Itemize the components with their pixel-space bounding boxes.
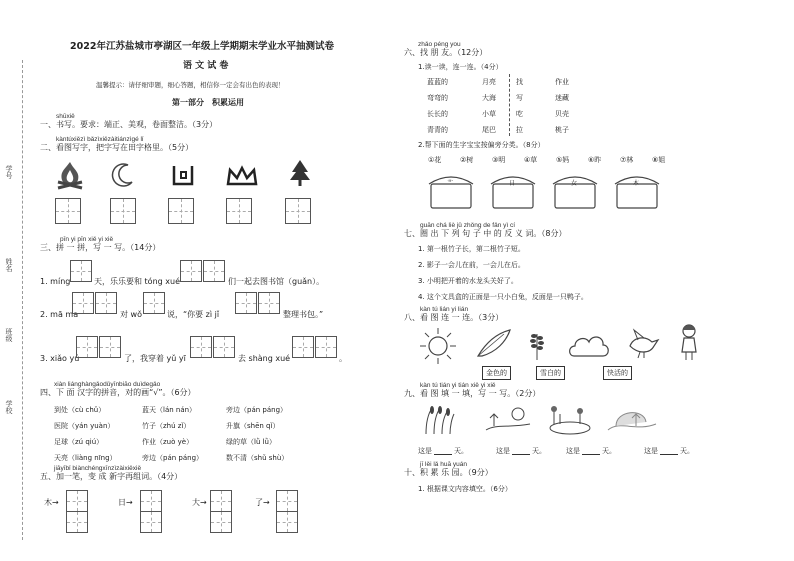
q4-item: 医院（yán yuàn） xyxy=(54,422,115,430)
girl-image xyxy=(676,322,702,362)
q3-line3-d: 。 xyxy=(339,354,347,363)
q5-box[interactable] xyxy=(210,511,232,533)
pond-scene-image xyxy=(546,404,594,436)
q6-char: ⑥昨 xyxy=(588,156,602,164)
q6-char: ⑧姐 xyxy=(652,156,666,164)
q9-pinyin: kàn tú tián yi tián xiě yi xiě xyxy=(420,382,496,389)
q6-mid-word: 大海 xyxy=(482,94,496,102)
q9-blank-text: 这是 xyxy=(418,447,432,455)
side-label-school: 学校 xyxy=(5,400,13,414)
house-radical: 木 xyxy=(633,180,640,187)
q4-item: 天亮（liàng nīng） xyxy=(54,454,117,462)
q10-sub1: 1. 根据课文内容填空。（6分） xyxy=(418,485,512,493)
q4-item: 旁边（pán páng） xyxy=(226,406,288,414)
radical-house[interactable] xyxy=(425,170,477,210)
q5-char: 木→ xyxy=(44,498,59,507)
q3-box[interactable] xyxy=(143,292,165,314)
q4-item: 升旗（shēn qǐ） xyxy=(226,422,280,430)
radical-house[interactable] xyxy=(487,170,539,210)
q7-text: 七、圈 出 下 列 句 子 中 的 反 义 词。（8分） xyxy=(404,229,567,238)
q6-char: ④草 xyxy=(524,156,538,164)
q4-item: 数不清（shǔ shù） xyxy=(226,454,289,462)
subject-title: 语 文 试 卷 xyxy=(183,61,229,71)
q6-left-word: 青青的 xyxy=(427,126,448,134)
moon-image xyxy=(110,162,136,188)
q5-box[interactable] xyxy=(140,490,162,512)
fire-image xyxy=(54,160,86,190)
q7-line: 3. 小明把开着的水龙头关好了。 xyxy=(418,277,518,285)
q6-pinyin: zhǎo péng you xyxy=(418,41,461,48)
q4-item: 到处（cù chǔ） xyxy=(54,406,106,414)
q3-box[interactable] xyxy=(190,336,212,358)
q2-grid-5[interactable] xyxy=(285,198,311,224)
q3-line3-a: 3. xiǎo yú xyxy=(40,354,80,363)
q4-item: 作业（zuò yè） xyxy=(142,438,194,446)
q3-box[interactable] xyxy=(95,292,117,314)
q3-box[interactable] xyxy=(76,336,98,358)
q6-char: ②树 xyxy=(460,156,474,164)
q9-blank-text: 这是 xyxy=(496,447,510,455)
q3-line3-c: 去 shàng xué xyxy=(238,354,291,363)
radical-house[interactable] xyxy=(611,170,663,210)
q9-text: 九、看 图 填 一 填，写 一 写。（2分） xyxy=(404,389,541,398)
q6-right-word: 迷藏 xyxy=(555,94,569,102)
q3-box[interactable] xyxy=(292,336,314,358)
q6-verb: 拉 xyxy=(516,126,523,134)
q5-box[interactable] xyxy=(210,490,232,512)
q2-text: 二、看图写字，把字写在田字格里。（5分） xyxy=(40,143,194,152)
q3-box[interactable] xyxy=(180,260,202,282)
bird-image xyxy=(624,326,660,360)
sun-ancient-char-image xyxy=(170,162,196,188)
q4-item: 绿的草（lǜ lǜ） xyxy=(226,438,276,446)
q6-left-word: 长长的 xyxy=(427,110,448,118)
q6-char: ③明 xyxy=(492,156,506,164)
q7-line: 2. 影子一会儿在前，一会儿在后。 xyxy=(418,261,525,269)
q6-text: 六、找 朋 友。（12分） xyxy=(404,48,488,57)
q3-box[interactable] xyxy=(258,292,280,314)
q3-box[interactable] xyxy=(203,260,225,282)
q6-char: ⑦林 xyxy=(620,156,634,164)
feather-image xyxy=(474,326,514,360)
q5-box[interactable] xyxy=(66,490,88,512)
q9-blank-text: 这是 xyxy=(566,447,580,455)
q5-box[interactable] xyxy=(276,511,298,533)
snow-scene-image xyxy=(606,402,658,436)
q6-verb: 写 xyxy=(516,94,523,102)
q3-box[interactable] xyxy=(70,260,92,282)
q4-item: 竹子（zhú zǐ） xyxy=(142,422,191,430)
q5-pinyin: jiāyībǐ biànchéngxīnzìzàixiěxiě xyxy=(54,465,142,472)
rice-image xyxy=(522,326,552,362)
q7-line: 1. 第一根竹子长，第二根竹子短。 xyxy=(418,245,525,253)
q5-char: 日→ xyxy=(118,498,133,507)
q6-mid-word: 小草 xyxy=(482,110,496,118)
q6-char: ①花 xyxy=(428,156,442,164)
mountain-image xyxy=(226,164,258,188)
q3-box[interactable] xyxy=(99,336,121,358)
house-radical: 女 xyxy=(571,180,578,187)
q3-box[interactable] xyxy=(315,336,337,358)
q3-text: 三、拼 一 拼，写 一 写。（14分） xyxy=(40,243,161,252)
q7-pinyin: guān chá liè jǔ zhǒng de fǎn yì cí xyxy=(420,222,516,229)
q3-line1-c: 们一起去图书馆（guǎn）。 xyxy=(228,277,325,286)
q5-text: 五、加一笔，变 成 新字再组词。（4分） xyxy=(40,472,183,481)
q2-grid-2[interactable] xyxy=(110,198,136,224)
q3-line2-d: 整理书包。” xyxy=(283,310,324,319)
q4-item: 旁边（pán páng） xyxy=(142,454,204,462)
q8-text: 八、看 图 连 一 连。（3分） xyxy=(404,313,504,322)
q8-label-golden[interactable]: 金色的 xyxy=(482,366,511,380)
q5-char: 大→ xyxy=(192,498,207,507)
q9-blank-text: 天。 xyxy=(454,447,468,455)
q7-line: 4. 这个文具盒的正面是一只小白兔，反面是一只鸭子。 xyxy=(418,293,588,301)
q3-line2-c: 说，“你要 zì jǐ xyxy=(167,310,220,319)
spring-scene-image xyxy=(484,404,532,436)
q9-blank-text: 天。 xyxy=(680,447,694,455)
q6-mid-word: 尾巴 xyxy=(482,126,496,134)
q9-blank-text: 这是 xyxy=(644,447,658,455)
part1-title: 第一部分 积累运用 xyxy=(172,98,244,107)
house-radical: 日 xyxy=(509,180,516,187)
house-radical: 艹 xyxy=(447,180,454,187)
q5-char: 了→ xyxy=(255,498,270,507)
q2-grid-4[interactable] xyxy=(226,198,252,224)
sun-image xyxy=(418,326,458,366)
tree-image xyxy=(288,158,312,188)
q6-verb: 吃 xyxy=(516,110,523,118)
q4-item: 蓝天（lán nán） xyxy=(142,406,197,414)
wheat-field-image xyxy=(418,404,458,436)
q2-grid-3[interactable] xyxy=(168,198,194,224)
q9-blank[interactable] xyxy=(582,454,600,455)
binding-line xyxy=(22,60,23,540)
q2-grid-1[interactable] xyxy=(55,198,81,224)
cloud-image xyxy=(566,330,610,360)
q4-pinyin: xiàn liánghàngǎodǔyīnbiāo duìdegǎo xyxy=(54,381,161,388)
q10-pinyin: jī lěi lǎ huā yuán xyxy=(420,461,467,468)
q5-box[interactable] xyxy=(276,490,298,512)
q1-pinyin: shūxiě xyxy=(56,113,75,120)
q9-blank-text: 天。 xyxy=(532,447,546,455)
q3-box[interactable] xyxy=(72,292,94,314)
q4-item: 足球（zú qiú） xyxy=(54,438,104,446)
q9-blank-text: 天。 xyxy=(602,447,616,455)
q6-verb: 找 xyxy=(516,78,523,86)
q3-line2-a: 2. mā ma xyxy=(40,310,79,319)
q9-blank[interactable] xyxy=(660,454,678,455)
q6-mid-word: 月亮 xyxy=(482,78,496,86)
side-label-class: 班级 xyxy=(5,328,13,342)
q3-box[interactable] xyxy=(213,336,235,358)
q6-left-word: 弯弯的 xyxy=(427,94,448,102)
q8-label-happy[interactable]: 快活的 xyxy=(603,366,632,380)
q3-line1-a: 1. míng xyxy=(40,277,71,286)
q9-blank[interactable] xyxy=(434,454,452,455)
q6-sub1: 1.读一读，连一连。（4分） xyxy=(418,63,503,71)
q6-right-word: 贝壳 xyxy=(555,110,569,118)
q2-pinyin: kàntúxiězì bǎzìxiězàitiánzìgé lǐ xyxy=(56,136,144,143)
q10-text: 十、积 累 乐 园。（9分） xyxy=(404,468,493,477)
q6-left-word: 蓝蓝的 xyxy=(427,78,448,86)
q3-line3-b: 了，我穿着 yǔ yī xyxy=(124,354,186,363)
q9-blank[interactable] xyxy=(512,454,530,455)
q6-right-word: 作业 xyxy=(555,78,569,86)
tip-text: 温馨提示：请仔细审题，细心答题，相信你一定会有出色的表现！ xyxy=(96,81,285,89)
q3-pinyin: pīn yi pīn xiě yi xiě xyxy=(60,236,114,243)
side-label-number: 学号 xyxy=(5,165,13,179)
q6-char: ⑤妈 xyxy=(556,156,570,164)
q8-pinyin: kàn tú lián yi lián xyxy=(420,306,469,313)
q3-line2-b: 对 wǒ xyxy=(120,310,142,319)
q6-right-word: 桃子 xyxy=(555,126,569,134)
q1-text: 一、书写。要求：端正、美观，卷面整洁。（3分） xyxy=(40,120,218,129)
q4-text: 四、下 面 汉字的拼音，对的画“√”。（6分） xyxy=(40,388,196,397)
q5-box[interactable] xyxy=(140,511,162,533)
q6-sub2: 2.帮下面的生字宝宝按偏旁分类。（8分） xyxy=(418,141,545,149)
side-label-name: 姓名 xyxy=(5,258,13,272)
q5-box[interactable] xyxy=(66,511,88,533)
paper-title: 2022年江苏盐城市亭湖区一年级上学期期末学业水平抽测试卷 xyxy=(70,41,334,52)
q3-box[interactable] xyxy=(235,292,257,314)
q8-label-snowwhite[interactable]: 雪白的 xyxy=(536,366,565,380)
q6-divider xyxy=(509,74,510,136)
q3-line1-b: 天，乐乐要和 tóng xué xyxy=(94,277,180,286)
radical-house[interactable] xyxy=(549,170,601,210)
